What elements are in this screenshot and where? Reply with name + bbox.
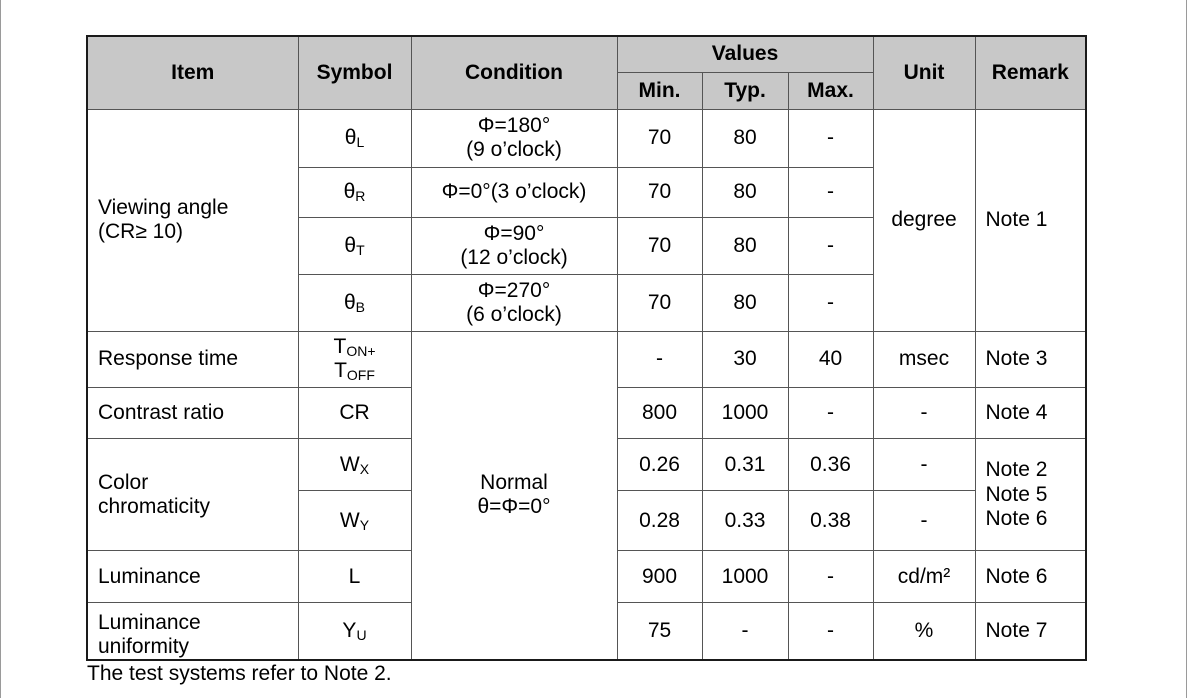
condition-cell: Φ=90° (12 o’clock) [411,217,617,274]
optical-spec-table [86,35,1087,661]
min-cell: 0.26 [617,439,702,491]
condition-cell: Φ=180° (9 o’clock) [411,109,617,167]
condition-cell: Φ=0°(3 o’clock) [411,167,617,217]
symbol-cell: θT [298,217,411,274]
max-cell: 0.38 [788,491,873,551]
header-row [87,36,1086,72]
symbol-cell: TON+ TOFF [298,331,411,387]
max-cell: - [788,551,873,603]
header-condition: Condition [411,36,617,109]
symbol-cell: L [298,551,411,603]
symbol-cell: θB [298,274,411,331]
max-cell: - [788,274,873,331]
table-row [87,331,1086,387]
page-edge-left [0,0,1,698]
typ-cell: 30 [702,331,788,387]
remark-cell: Note 6 [975,551,1086,603]
min-cell: 70 [617,274,702,331]
luminance-uniformity-label: Luminance uniformity [87,603,298,660]
max-cell: - [788,167,873,217]
min-cell: 70 [617,217,702,274]
unit-cell: - [873,491,975,551]
footnote: The test systems refer to Note 2. [87,662,392,685]
unit-cell: % [873,603,975,660]
symbol-cell: θL [298,109,411,167]
header-remark: Remark [975,36,1086,109]
luminance-label: Luminance [87,551,298,603]
typ-cell: 80 [702,217,788,274]
typ-cell: 80 [702,109,788,167]
symbol-cell: θR [298,167,411,217]
max-cell: 40 [788,331,873,387]
contrast-ratio-label: Contrast ratio [87,387,298,438]
max-cell: - [788,217,873,274]
unit-cell: - [873,439,975,491]
max-cell: - [788,387,873,438]
remark-cell: Note 4 [975,387,1086,438]
page-edge-right [1186,0,1187,698]
min-cell: 900 [617,551,702,603]
header-unit: Unit [873,36,975,109]
symbol-cell: WX [298,439,411,491]
symbol-cell: CR [298,387,411,438]
viewing-angle-label: Viewing angle (CR≥ 10) [87,109,298,331]
unit-cell: - [873,387,975,438]
remark-cell: Note 2 Note 5 Note 6 [975,439,1086,551]
normal-condition-cell: Normal θ=Φ=0° [411,331,617,660]
min-cell: 0.28 [617,491,702,551]
header-max: Max. [788,72,873,109]
header-values: Values [617,36,873,72]
typ-cell: 80 [702,274,788,331]
typ-cell: 1000 [702,387,788,438]
max-cell: - [788,109,873,167]
min-cell: 75 [617,603,702,660]
symbol-cell: YU [298,603,411,660]
typ-cell: 1000 [702,551,788,603]
min-cell: 800 [617,387,702,438]
min-cell: 70 [617,109,702,167]
max-cell: 0.36 [788,439,873,491]
min-cell: - [617,331,702,387]
unit-cell: msec [873,331,975,387]
typ-cell: - [702,603,788,660]
typ-cell: 0.31 [702,439,788,491]
table-row [87,109,1086,167]
remark-cell: Note 3 [975,331,1086,387]
typ-cell: 80 [702,167,788,217]
remark-cell: Note 1 [975,109,1086,331]
response-time-label: Response time [87,331,298,387]
typ-cell: 0.33 [702,491,788,551]
header-symbol: Symbol [298,36,411,109]
header-typ: Typ. [702,72,788,109]
symbol-cell: WY [298,491,411,551]
unit-cell: cd/m² [873,551,975,603]
max-cell: - [788,603,873,660]
condition-cell: Φ=270° (6 o’clock) [411,274,617,331]
min-cell: 70 [617,167,702,217]
color-chromaticity-label: Color chromaticity [87,439,298,551]
unit-cell: degree [873,109,975,331]
header-min: Min. [617,72,702,109]
header-item: Item [87,36,298,109]
remark-cell: Note 7 [975,603,1086,660]
